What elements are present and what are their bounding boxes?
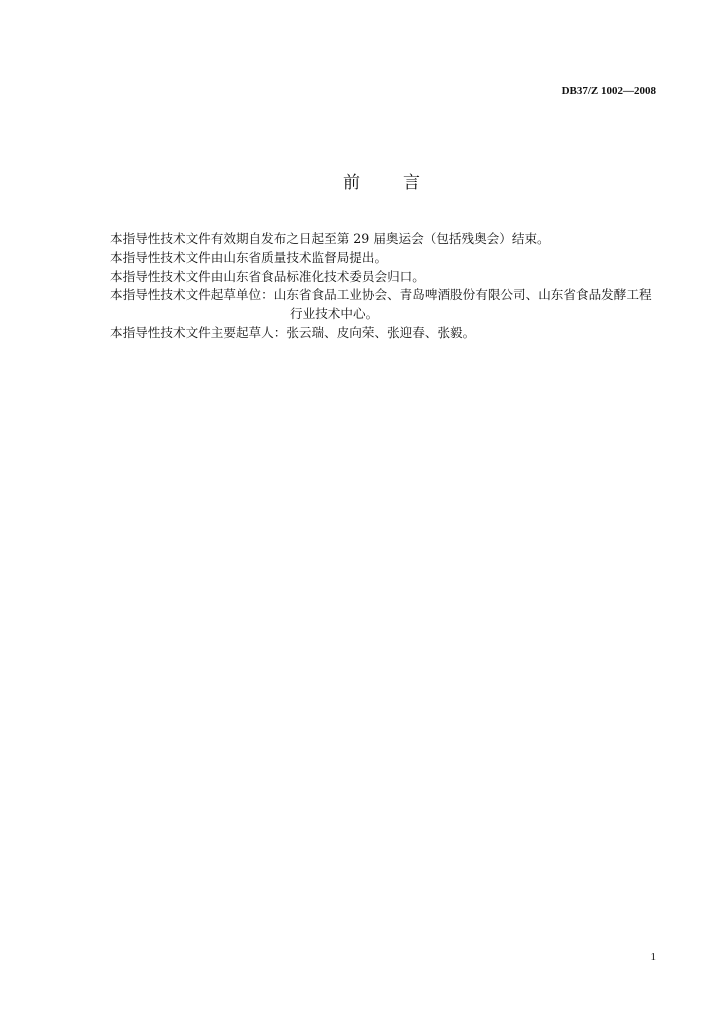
paragraph-centralized-unit: 本指导性技术文件由山东省食品标准化技术委员会归口。: [110, 268, 425, 284]
page-number: 1: [650, 951, 656, 963]
paragraph-validity: 本指导性技术文件有效期自发布之日起至第 29 届奥运会（包括残奥会）结束。: [110, 231, 550, 246]
paragraph-drafting-units-continued: 行业技术中心。: [290, 306, 379, 322]
document-code: DB37/Z 1002—2008: [561, 85, 656, 97]
paragraph-drafters: 本指导性技术文件主要起草人：张云瑞、皮向荣、张迎春、张毅。: [110, 324, 476, 340]
paragraph-proposer: 本指导性技术文件由山东省质量技术监督局提出。: [110, 249, 388, 265]
foreword-body: [110, 230, 670, 343]
paragraph-drafting-units: 本指导性技术文件起草单位：山东省食品工业协会、青岛啤酒股份有限公司、山东省食品发酵工程: [110, 287, 652, 303]
page-title: 前 言: [343, 173, 423, 193]
